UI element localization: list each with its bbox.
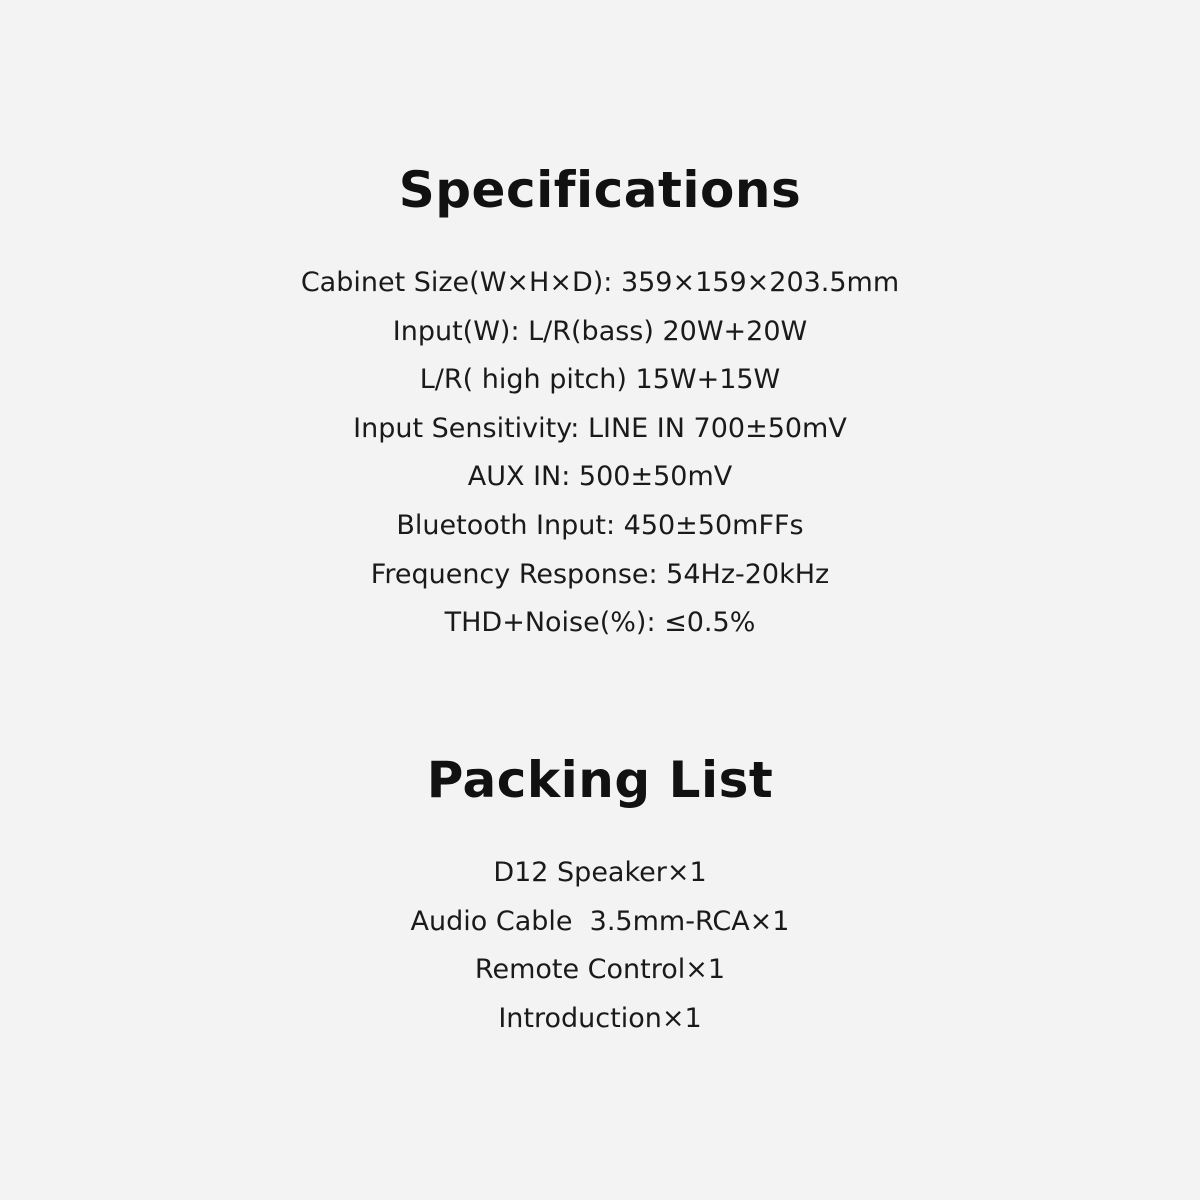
spec-input-sensitivity: Input Sensitivity: LINE IN 700±50mV — [353, 412, 847, 444]
specifications-heading: Specifications — [398, 161, 802, 219]
packing-item-introduction: Introduction×1 — [498, 1002, 702, 1034]
packing-list — [0, 849, 1200, 1043]
spec-input-bass: Input(W): L/R(bass) 20W+20W — [392, 315, 808, 347]
packing-item-remote-control: Remote Control×1 — [474, 954, 726, 986]
spec-input-high-pitch: L/R( high pitch) 15W+15W — [419, 364, 781, 396]
packing-item-speaker: D12 Speaker×1 — [493, 857, 707, 888]
spec-cabinet-size: Cabinet Size(W×H×D): 359×159×203.5mm — [300, 267, 900, 298]
spec-aux-in: AUX IN: 500±50mV — [467, 461, 733, 493]
specifications-list — [0, 259, 1200, 648]
spec-frequency-response: Frequency Response: 54Hz-20kHz — [370, 558, 830, 590]
packing-item-audio-cable: Audio Cable 3.5mm-RCA×1 — [410, 905, 790, 937]
spec-thd-noise: THD+Noise(%): ≤0.5% — [444, 607, 756, 639]
spec-bluetooth-input: Bluetooth Input: 450±50mFFs — [396, 509, 804, 541]
packing-list-heading: Packing List — [426, 751, 774, 809]
